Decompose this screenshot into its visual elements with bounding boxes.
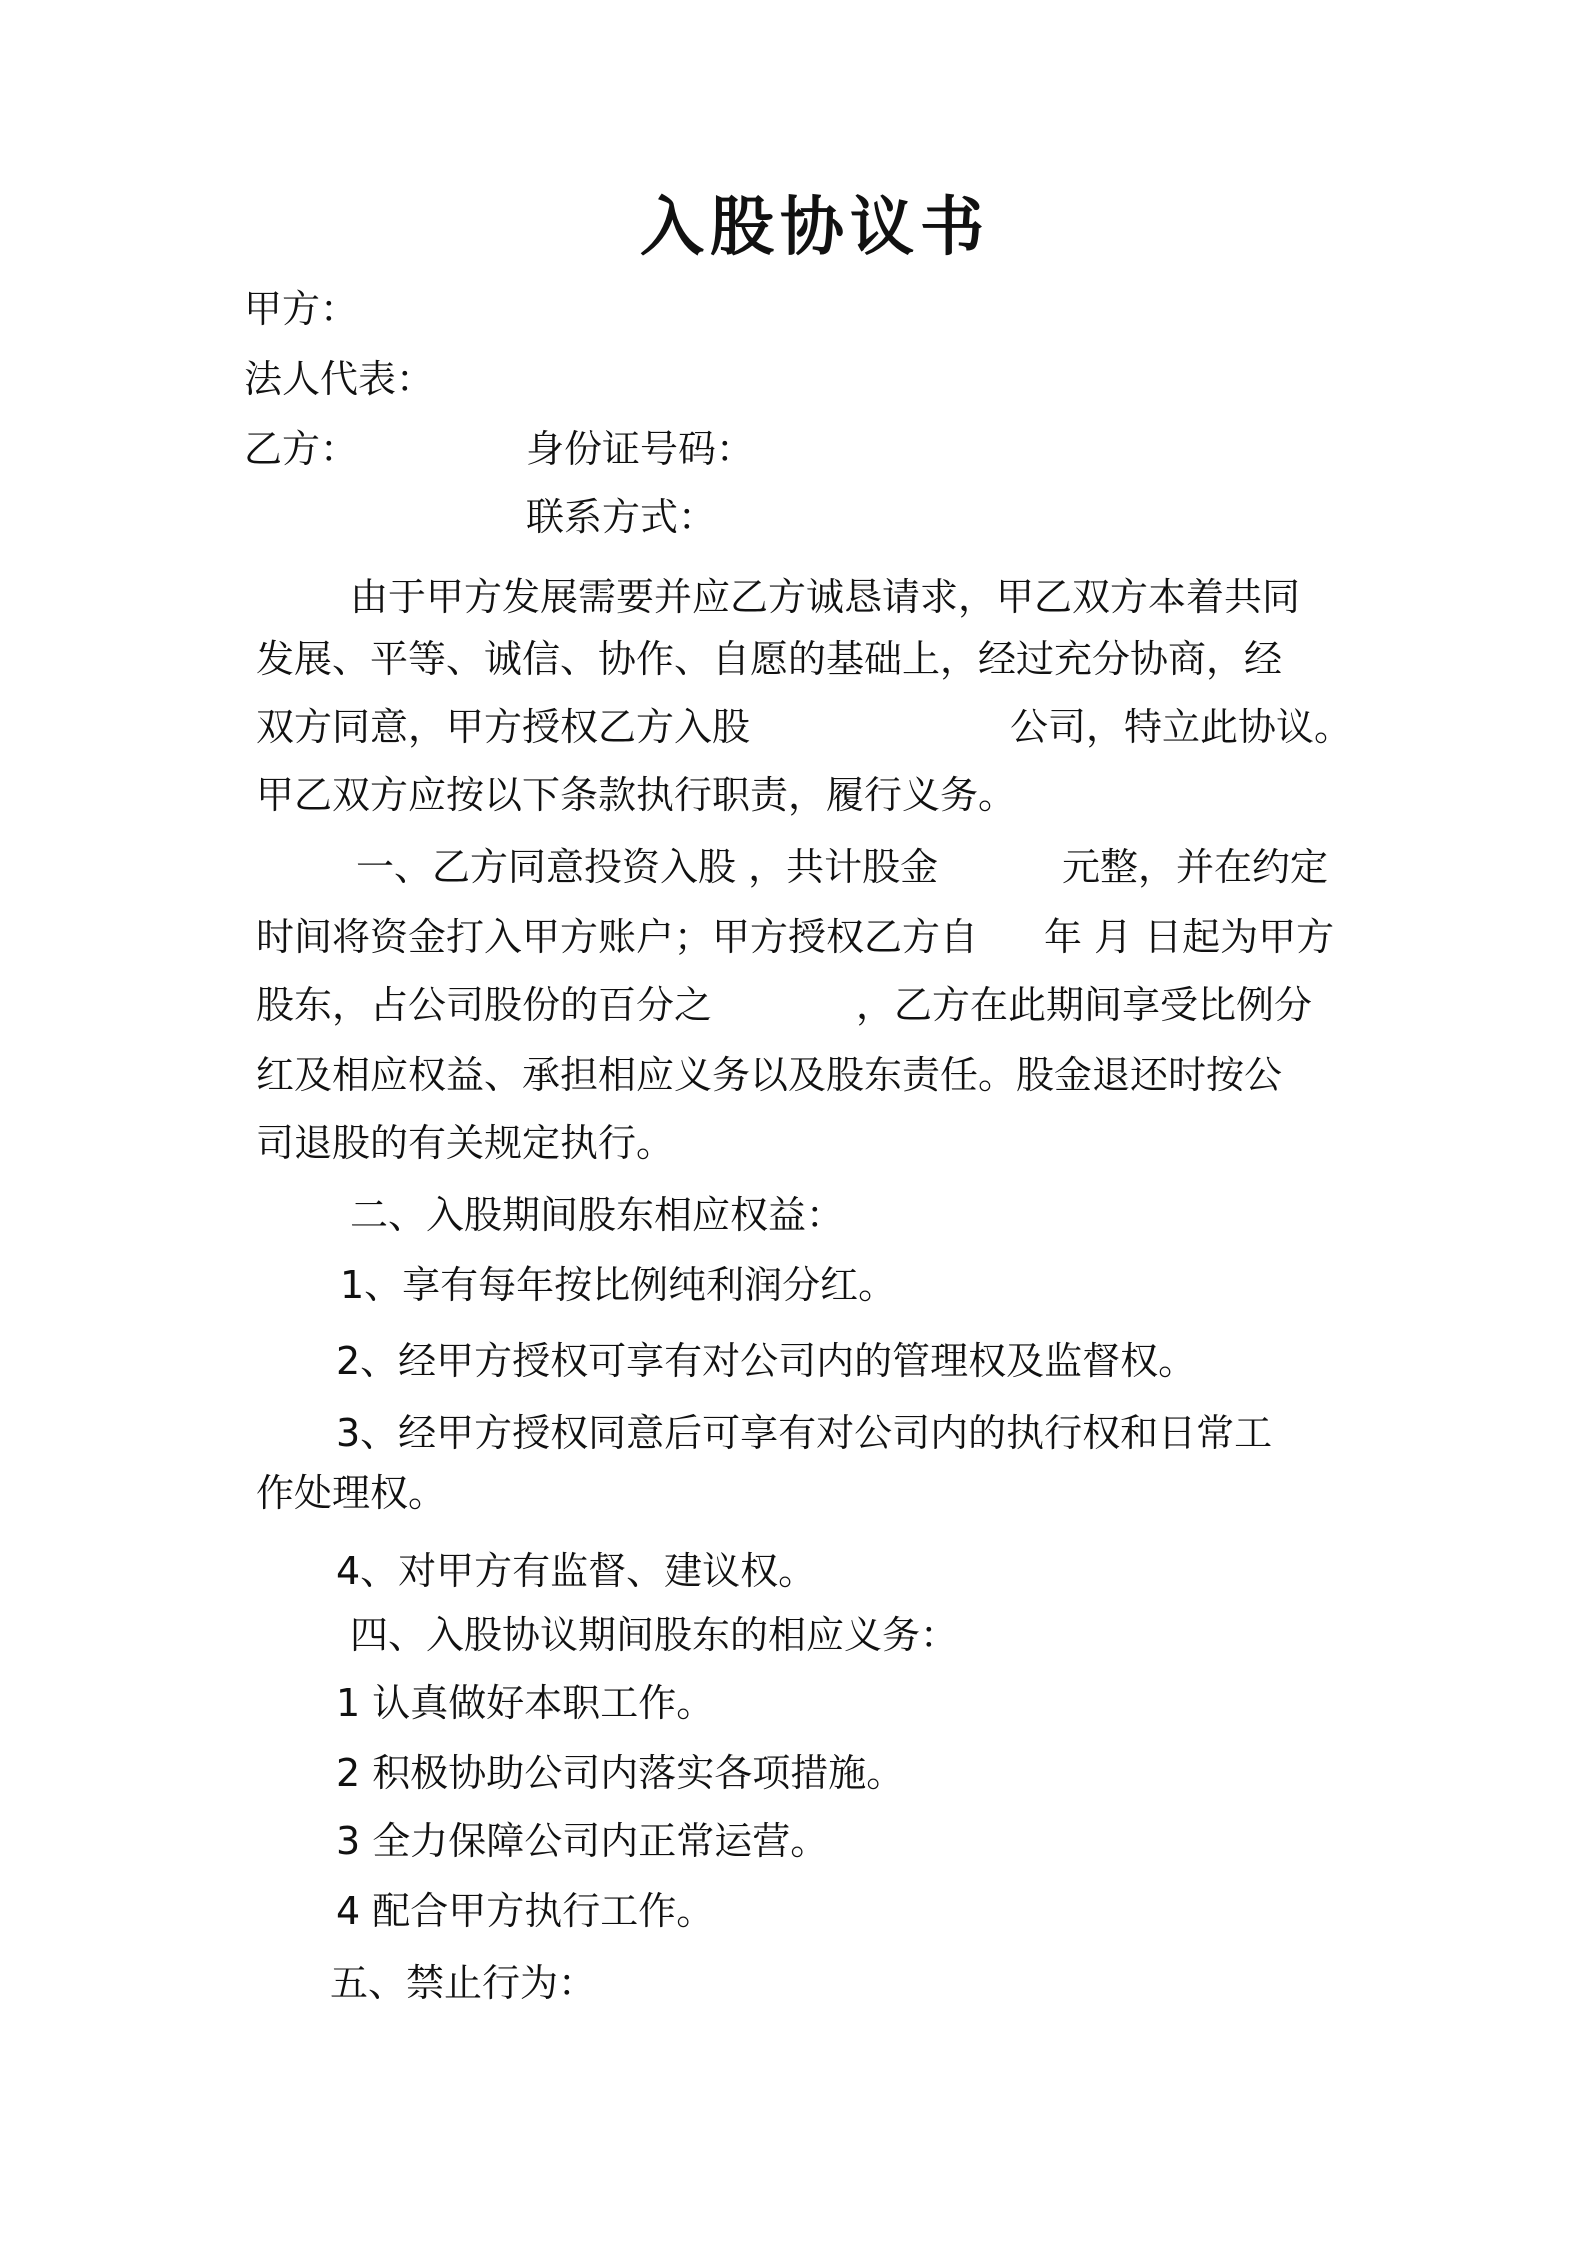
prohibited-heading: 五、禁止行为： — [330, 1961, 597, 2005]
duties-item-3: 3 全力保障公司内正常运营。 — [336, 1819, 829, 1863]
clause1-line-5: 司退股的有关规定执行。 — [256, 1121, 675, 1165]
duties-heading: 四、入股协议期间股东的相应义务： — [350, 1613, 959, 1657]
duties-item-4: 4 配合甲方执行工作。 — [336, 1889, 715, 1933]
rights-heading: 二、入股期间股东相应权益： — [350, 1193, 845, 1237]
intro-line-3a: 双方同意，甲方授权乙方入股 — [256, 705, 751, 749]
party-b-label: 乙方： — [244, 427, 359, 471]
clause1-line-4: 红及相应权益、承担相应义务以及股东责任。股金退还时按公 — [256, 1053, 1283, 1097]
clause1-line-1a: 一、乙方同意投资入股 ，共计股金 — [356, 845, 939, 889]
clause1-line-3b: ，乙方在此期间享受比例分 — [856, 983, 1313, 1027]
rights-item-2: 2、经甲方授权可享有对公司内的管理权及监督权。 — [336, 1339, 1197, 1383]
clause1-line-2a: 时间将资金打入甲方账户；甲方授权乙方自 — [256, 915, 979, 959]
clause1-line-2b: 年 月 日起为甲方 — [1044, 915, 1335, 959]
contact-label: 联系方式： — [526, 495, 717, 539]
intro-line-2: 发展、平等、诚信、协作、自愿的基础上，经过充分协商，经 — [256, 637, 1283, 681]
intro-line-3b: 公司，特立此协议。 — [1010, 705, 1353, 749]
clause1-line-1b: 元整，并在约定 — [1062, 845, 1329, 889]
document-title: 入股协议书 — [640, 191, 990, 265]
rights-item-4: 4、对甲方有监督、建议权。 — [336, 1549, 817, 1593]
duties-item-1: 1 认真做好本职工作。 — [336, 1681, 715, 1725]
intro-line-4: 甲乙双方应按以下条款执行职责，履行义务。 — [256, 773, 1017, 817]
rights-item-3a: 3、经甲方授权同意后可享有对公司内的执行权和日常工 — [336, 1411, 1273, 1455]
party-a-label: 甲方： — [244, 287, 359, 331]
rights-item-3b: 作处理权。 — [256, 1471, 447, 1515]
intro-line-1: 由于甲方发展需要并应乙方诚恳请求，甲乙双方本着共同 — [350, 575, 1301, 619]
duties-item-2: 2 积极协助公司内落实各项措施。 — [336, 1751, 905, 1795]
id-number-label: 身份证号码： — [526, 427, 755, 471]
clause1-line-3a: 股东，占公司股份的百分之 — [256, 983, 713, 1027]
legal-rep-label: 法人代表： — [244, 357, 435, 401]
rights-item-1: 1、享有每年按比例纯利润分红。 — [340, 1263, 897, 1307]
